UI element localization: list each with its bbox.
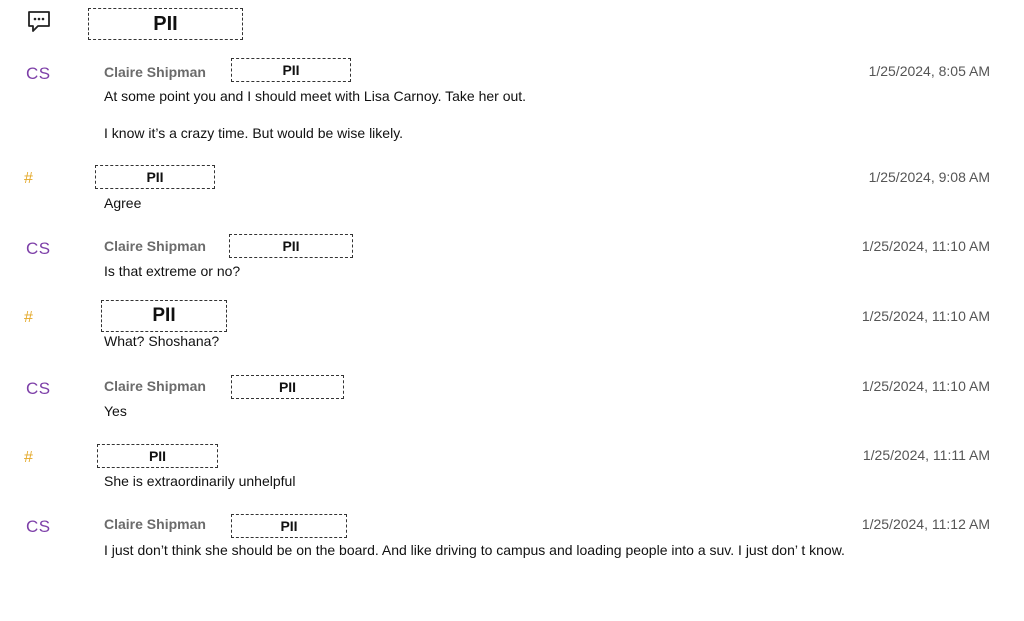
sender-name: Claire Shipman bbox=[104, 516, 206, 532]
sender-name: Claire Shipman bbox=[104, 64, 206, 80]
avatar: CS bbox=[26, 379, 51, 398]
message-timestamp: 1/25/2024, 11:10 AM bbox=[861, 238, 990, 254]
message-text: Agree bbox=[104, 195, 142, 211]
pii-redaction-box: PII bbox=[101, 300, 227, 332]
avatar: # bbox=[24, 170, 34, 187]
message-timestamp: 1/25/2024, 11:10 AM bbox=[861, 378, 990, 394]
chat-comment-icon bbox=[26, 10, 52, 34]
avatar: # bbox=[24, 449, 34, 466]
message-text: Is that extreme or no? bbox=[104, 263, 241, 279]
message-timestamp: 1/25/2024, 11:11 AM bbox=[862, 447, 990, 463]
avatar: CS bbox=[26, 64, 51, 83]
message-text: At some point you and I should meet with Lisa Carnoy. Take her out. bbox=[104, 88, 527, 104]
pii-redaction-box: PII bbox=[231, 58, 351, 82]
pii-redaction-box: PII bbox=[88, 8, 243, 40]
message-timestamp: 1/25/2024, 9:08 AM bbox=[868, 169, 990, 185]
pii-redaction-box: PII bbox=[229, 234, 353, 258]
message-text: I know it’s a crazy time. But would be wise likely. bbox=[104, 125, 404, 141]
avatar: CS bbox=[26, 239, 51, 258]
message-text: She is extraordinarily unhelpful bbox=[104, 473, 296, 489]
message-timestamp: 1/25/2024, 11:12 AM bbox=[861, 516, 990, 532]
message-timestamp: 1/25/2024, 8:05 AM bbox=[868, 63, 990, 79]
pii-redaction-box: PII bbox=[231, 375, 344, 399]
message-text: What? Shoshana? bbox=[104, 333, 220, 349]
message-text: Yes bbox=[104, 403, 127, 419]
sender-name: Claire Shipman bbox=[104, 238, 206, 254]
avatar: CS bbox=[26, 517, 51, 536]
message-text: I just don’t think she should be on the board. And like driving to campus and loading people into a suv. I just don’ t know. bbox=[104, 542, 845, 558]
avatar: # bbox=[24, 309, 34, 326]
message-timestamp: 1/25/2024, 11:10 AM bbox=[861, 308, 990, 324]
pii-redaction-box: PII bbox=[95, 165, 215, 189]
conversation-header bbox=[0, 0, 1024, 50]
pii-redaction-box: PII bbox=[231, 514, 347, 538]
sender-name: Claire Shipman bbox=[104, 378, 206, 394]
pii-redaction-box: PII bbox=[97, 444, 218, 468]
